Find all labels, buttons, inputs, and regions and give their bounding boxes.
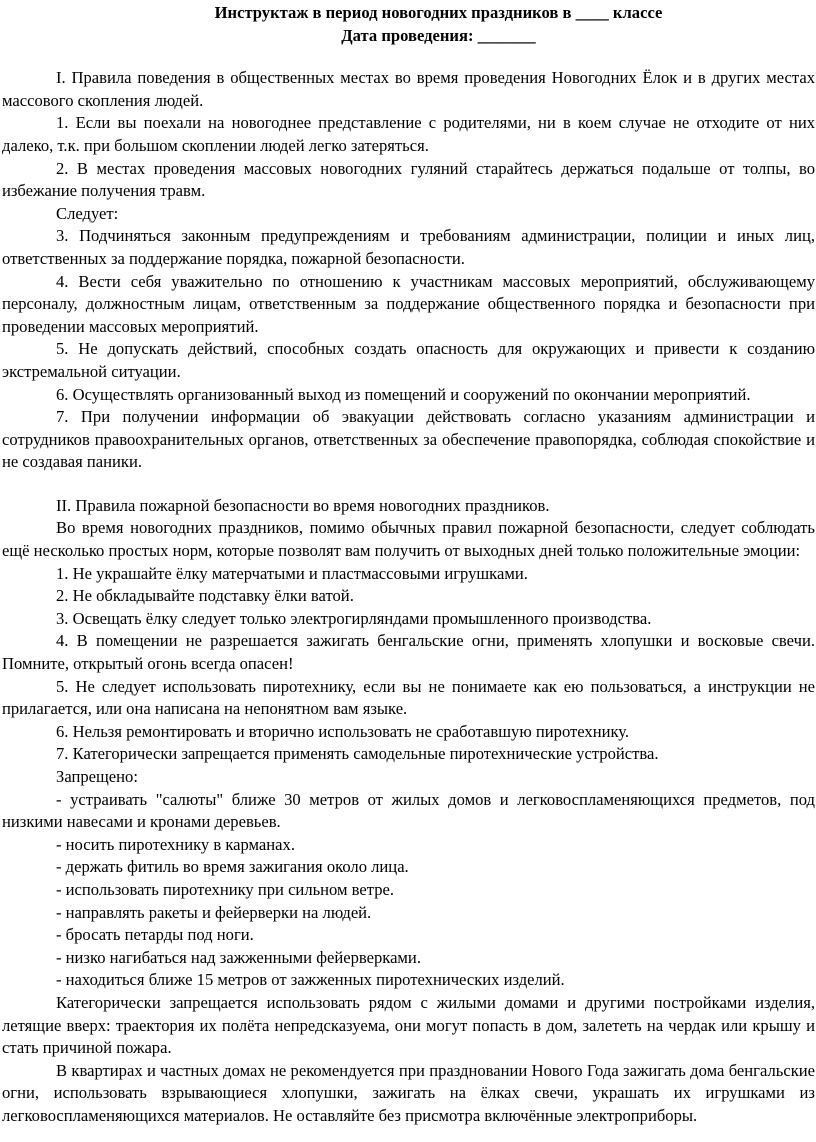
paragraph: 2. Не обкладывайте подставку ёлки ватой. (56, 586, 354, 606)
paragraph: 7. При получении информации об эвакуации действовать согласно указаниям администрации и сотрудников правоохранительных органов, ответственных за обеспечение правопорядка, соблюдая спокойствие и не создавая паники. (2, 407, 815, 472)
section-gap (2, 474, 815, 495)
paragraph: 3. Освещать ёлку следует только электрогирляндами промышленного производства. (56, 608, 652, 628)
section-1 (2, 67, 815, 474)
paragraph: 6. Нельзя ремонтировать и вторично использовать не сработавшую пиротехнику. (56, 721, 630, 741)
section-1-heading: I. Правила поведения в общественных местах во время проведения Новогодних Ёлок и в других местах массового скопления людей. (2, 68, 815, 110)
paragraph: Во время новогодних праздников, помимо обычных правил пожарной безопасности, следует соблюдать ещё несколько простых норм, которые позволят вам получить от выходных дней только положительные эмоции: (2, 518, 815, 561)
list-item: - низко нагибаться над зажженными фейерверками. (56, 947, 421, 967)
section-2-heading: II. Правила пожарной безопасности во время новогодних праздников. (56, 495, 550, 515)
paragraph: 4. Вести себя уважительно по отношению к участникам массовых мероприятий, обслуживающему персоналу, должностным лицам, ответственным за поддержание общественного порядка и безопасности при проведении массовых мероприятий. (2, 271, 815, 336)
list-item: - направлять ракеты и фейерверки на людей. (56, 902, 372, 922)
paragraph: 5. Не допускать действий, способных создать опасность для окружающих и привести к созданию экстремальной ситуации. (2, 339, 815, 381)
list-item: - находиться ближе 15 метров от зажженных пиротехнических изделий. (56, 970, 565, 990)
title-line: Инструктаж в период новогодних праздников в ____ классе (214, 3, 663, 22)
list-item: - устраивать "салюты" ближе 30 метров от жилых домов и легковоспламеняющихся предметов, под низкими навесами и кронами деревьев. (2, 789, 815, 832)
list-item: - бросать петарды под ноги. (56, 925, 254, 945)
paragraph: Категорически запрещается использовать рядом с жилыми домами и другими постройками изделия, летящие вверх: траектория их полёта непредсказуема, они могут попасть в дом, залететь на чердак или крышу и стать причиной пожара. (2, 992, 815, 1058)
paragraph: Следует: (56, 203, 119, 223)
paragraph: 1. Если вы поехали на новогоднее представление с родителями, ни в коем случае не отходите от них далеко, т.к. при большом скоплении людей легко затеряться. (2, 113, 815, 155)
paragraph: 6. Осуществлять организованный выход из помещений и сооружений по окончании мероприятий. (56, 384, 751, 404)
paragraph: 7. Категорически запрещается применять самодельные пиротехнические устройства. (56, 744, 659, 764)
list-item: - использовать пиротехнику при сильном ветре. (56, 879, 395, 899)
paragraph: 1. Не украшайте ёлку матерчатыми и пластмассовыми игрушками. (56, 563, 528, 583)
list-item: - носить пиротехнику в карманах. (56, 834, 295, 854)
paragraph: В квартирах и частных домах не рекомендуется при праздновании Нового Года зажигать дома бенгальские огни, использовать взрывающиеся хлопушки, зажигать на ёлках свечи, украшать их игрушками из легковоспламеняющихся материалов. Не оставляйте без присмотра включённые электроприборы. (2, 1060, 815, 1125)
paragraph: 3. Подчиняться законным предупреждениям и требованиям администрации, полиции и иных лиц, ответственных за поддержание порядка, пожарной безопасности. (2, 226, 815, 268)
spacer (2, 47, 815, 67)
paragraph: Запрещено: (56, 767, 138, 786)
paragraph: 4. В помещении не разрешается зажигать бенгальские огни, применять хлопушки и восковые свечи. Помните, открытый огонь всегда опасен! (2, 631, 815, 674)
paragraph: 5. Не следует использовать пиротехнику, если вы не понимаете как ею пользоваться, а инструкции не прилагается, или она написана на непонятном вам языке. (2, 676, 815, 719)
section-2 (2, 495, 815, 1128)
document-title (2, 2, 815, 47)
date-line: Дата проведения: _______ (341, 25, 536, 45)
list-item: - держать фитиль во время зажигания около лица. (56, 857, 409, 877)
paragraph: 2. В местах проведения массовых новогодних гуляний старайтесь держаться подальше от толпы, во избежание получения травм. (2, 158, 815, 201)
